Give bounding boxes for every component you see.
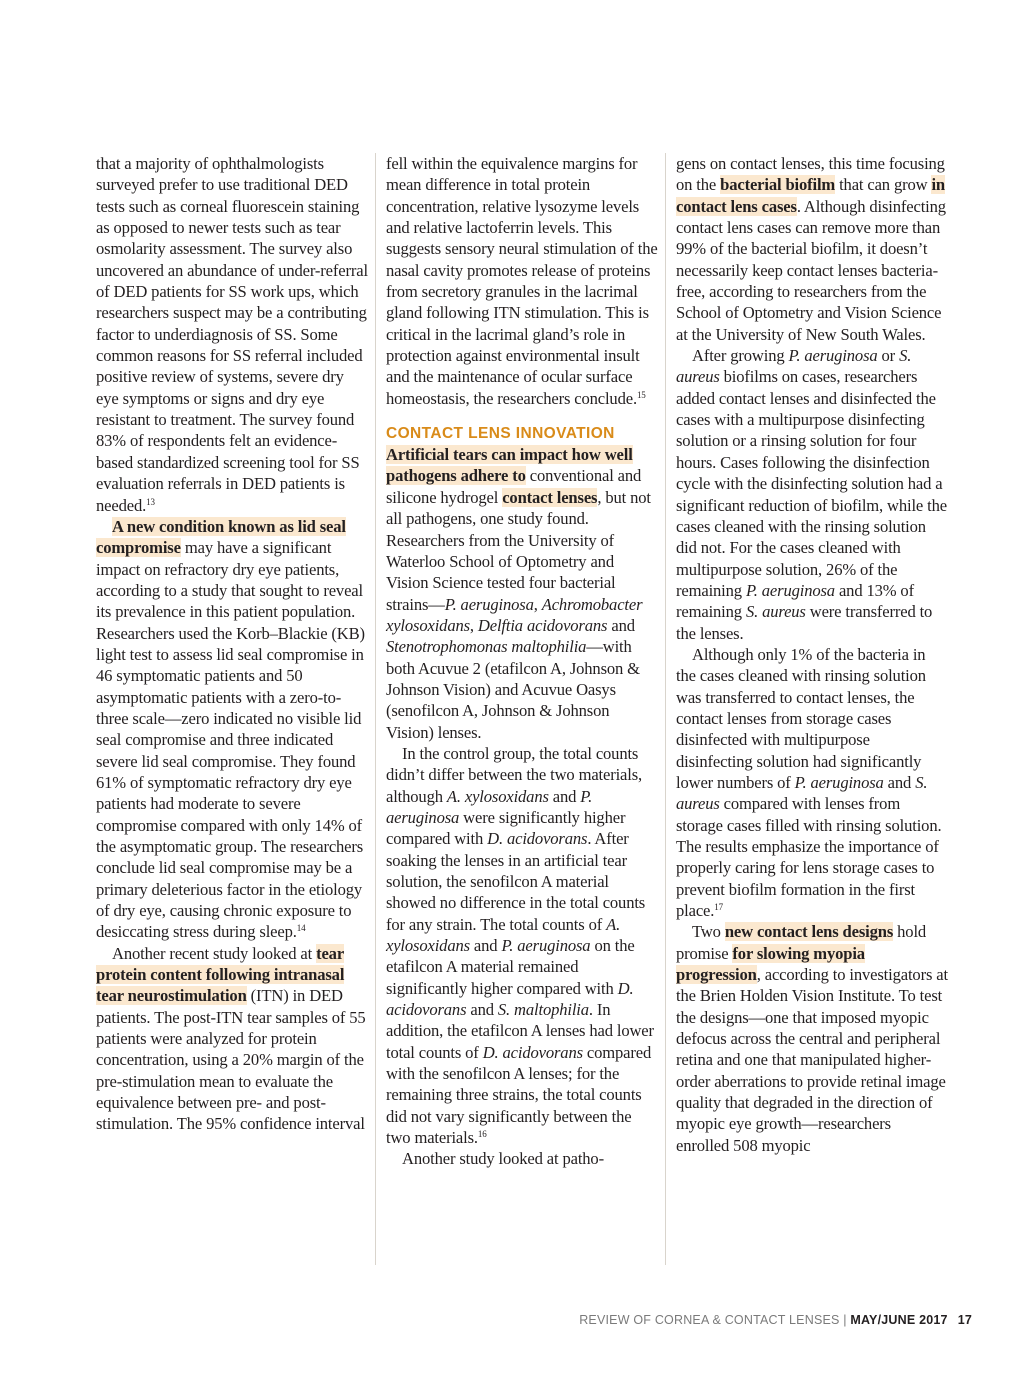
- paragraph: Although only 1% of the bacteria in the cases cleaned with rinsing solution was transferred to contact lenses, the contact lenses from storage cases disinfected with multipurpose disinfecting solution had significantly lower numbers of P. aeruginosa and S. aureus compared with lenses from storage cases filled with rinsing solution. The results emphasize the importance of properly caring for lens storage cases to prevent biofilm formation in the first place.$^{17}$: [676, 644, 942, 921]
- footnote-ref: 17: [714, 902, 723, 913]
- paragraph: gens on contact lenses, this time focusing on the bacterial biofilm that can grow in contact lens cases. Although disinfecting contact lens cases can remove more than 99% of the bacterial biofilm, it doesn’t necessarily keep contact lenses bacteria-free, according to researchers from the School of Optometry and Vision Science at the University of New South Wales.: [676, 154, 946, 344]
- paragraph: Artificial tears can impact how well pathogens adhere to conventional and silicone hydrogel contact lenses, but not all pathogens, one study found. Researchers from the University of Waterloo School of Optometry and Vision Science tested four bacterial strains—P. aeruginosa, Achromobacter xylosoxidans, Delftia acidovorans and Stenotrophomonas maltophilia—with both Acuvue 2 (etafilcon A, Johnson & Johnson Vision) and Acuvue Oasys (senofilcon A, Johnson & Johnson Vision) lenses.: [386, 445, 651, 742]
- highlighted-phrase: for slowing myopia progression: [676, 943, 865, 985]
- paragraph: that a majority of ophthalmologists surveyed prefer to use traditional DED tests such as corneal fluorescein staining as opposed to newer tests such as tear osmolarity assessment. The survey also uncovered an abundance of under-referral of DED patients for SS work ups, which researchers suspect may be a contributing factor to underdiagnosis of SS. Some common reasons for SS referral included positive review of systems, severe dry eye symptoms or signs and dry eye resistant to treatment. The survey found 83% of respondents felt an evidence-based standardized screening tool for SS evaluation referrals in DED patients is needed.$^{13}$: [96, 154, 368, 515]
- page-number: 17: [957, 1313, 972, 1327]
- page-footer: [560, 1313, 972, 1327]
- footer-separator: |: [839, 1313, 851, 1327]
- highlighted-phrase: tear protein content following intranasal tear neurostimulation: [96, 943, 345, 1006]
- paragraph: After growing P. aeruginosa or S. aureus biofilms on cases, researchers added contact lenses and disinfected the cases with a multipurpose disinfecting solution or a rinsing solution for four hours. Cases following the disinfection cycle with the disinfecting solution had a significant reduction of biofilm, while the cases cleaned with the rinsing solution did not. For the cases cleaned with multipurpose solution, 26% of the remaining P. aeruginosa and 13% of remaining S. aureus were transferred to the lenses.: [676, 346, 947, 643]
- paragraph: Another study looked at patho-: [402, 1149, 604, 1169]
- highlighted-phrase: contact lenses: [502, 487, 598, 507]
- paragraph: Another recent study looked at tear protein content following intranasal tear neurostimulation (ITN) in DED patients. The post-ITN tear samples of 55 patients were analyzed for protein concentration, using a 20% margin of the pre-stimulation mean to evaluate the equivalence between pre- and post-stimulation. The 95% confidence interval: [96, 943, 366, 1134]
- column-divider: [665, 153, 666, 1265]
- footnote-ref: 13: [146, 496, 155, 507]
- column-2: [386, 153, 658, 1170]
- paragraph: Two new contact lens designs hold promise for slowing myopia progression, according to investigators at the Brien Holden Vision Institute. To test the designs—one that imposed myopic defocus across the central and peripheral retina and one that manipulated higher-order aberrations to provide retinal image quality that degraded in the direction of myopic eye growth—researchers enrolled 508 myopic: [676, 922, 948, 1155]
- section-heading: CONTACT LENS INNOVATION: [386, 425, 615, 443]
- column-3: [676, 153, 948, 1156]
- footnote-ref: 15: [636, 389, 646, 400]
- highlighted-phrase: Artificial tears can impact how well pathogens adhere to: [386, 445, 633, 486]
- highlighted-phrase: in contact lens cases: [676, 175, 945, 216]
- highlighted-phrase: A new condition known as lid seal compromise: [96, 516, 346, 558]
- highlighted-phrase: new contact lens designs: [724, 922, 894, 942]
- issue-date: MAY/JUNE 2017: [850, 1313, 948, 1327]
- column-divider: [375, 153, 376, 1265]
- column-1: [96, 153, 368, 1135]
- paragraph: In the control group, the total counts didn’t differ between the two materials, although A. xylosoxidans and P. aeruginosa were significantly higher compared with D. acidovorans. After soaking the lenses in an artificial tear solution, the senofilcon A material showed no difference in the total counts for any strain. The total counts of A. xylosoxidans and P. aeruginosa on the etafilcon A material remained significantly higher compared with D. acidovorans and S. maltophilia. In addition, the etafilcon A lenses had lower total counts of D. acidovorans compared with the senofilcon A lenses; for the remaining three strains, the total counts did not vary significantly between the two materials.$^{16}$: [386, 743, 654, 1148]
- paragraph: A new condition known as lid seal compromise may have a significant impact on refractory dry eye patients, according to a study that sought to reveal its prevalence in this patient population. Researchers used the Korb–Blackie (KB) light test to assess lid seal compromise in 46 symptomatic patients and 50 asymptomatic patients with a zero-to-three scale—zero indicated no visible lid seal compromise and three indicated severe lid seal compromise. They found 61% of symptomatic refractory dry eye patients had moderate to severe compromise compared with only 14% of the asymptomatic group. The researchers conclude lid seal compromise may be a primary deleterious factor in the etiology of dry eye, causing chronic exposure to desiccating stress during sleep.$^{14}$: [96, 516, 365, 942]
- paragraph: fell within the equivalence margins for mean difference in total protein concentration, relative lysozyme levels and relative lactoferrin levels. This suggests sensory neural stimulation of the nasal cavity promotes release of proteins from secretory granules in the lacrimal gland following ITN stimulation. This is critical in the lacrimal gland’s role in protection against environmental insult and the maintenance of ocular surface homeostasis, the researchers conclude.$^{15}$: [386, 154, 658, 408]
- highlighted-phrase: bacterial biofilm: [720, 175, 836, 195]
- footnote-ref: 14: [296, 923, 306, 934]
- journal-name: REVIEW OF CORNEA & CONTACT LENSES: [579, 1313, 840, 1327]
- footnote-ref: 16: [477, 1129, 487, 1140]
